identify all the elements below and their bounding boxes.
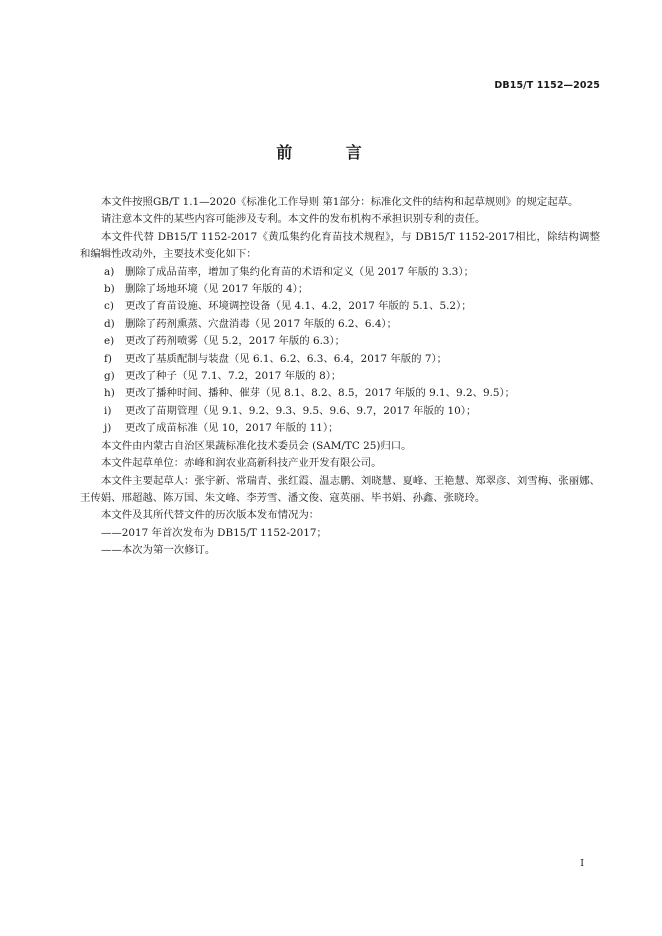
list-item-tag: b) <box>104 283 115 296</box>
list-item-tag: e) <box>104 335 115 348</box>
list-item-tag: f) <box>104 352 112 365</box>
history-item: ——本次为第一次修订。 <box>101 544 216 557</box>
list-item <box>104 316 600 333</box>
page-number: I <box>580 858 584 869</box>
list-item-tag: i) <box>104 404 112 417</box>
document-code: DB15/T 1152—2025 <box>494 80 600 91</box>
list-item-tag: d) <box>104 317 115 330</box>
document-body <box>80 194 600 560</box>
paragraph-replacement: 本文件代替 DB15/T 1152-2017《黄瓜集约化育苗技术规程》，与 DB15/T 1152-2017相比，除结构调整和编辑性改动外，主要技术变化如下： <box>80 230 600 261</box>
paragraph-drafters: 本文件主要起草人：张宇新、常瑞青、张红霞、温志鹏、刘晓慧、夏峰、王艳慧、郑翠彦、刘雪梅、张丽娜、王传娟、邢超越、陈万国、朱文峰、李芳雪、潘文俊、寇英丽、毕书娟、孙鑫、张晓玲。 <box>80 474 600 504</box>
paragraph-patent-notice: 请注意本文件的某些内容可能涉及专利。本文件的发布机构不承担识别专利的责任。 <box>101 213 486 226</box>
list-item-text: 更改了播种时间、播种、催芽（见 8.1、8.2、8.5，2017 年版的 9.1、9.2、9.5）； <box>125 387 516 400</box>
list-item-text: 删除了药剂熏蒸、穴盘消毒（见 2017 年版的 6.2、6.4）； <box>125 317 398 330</box>
list-item-text: 更改了苗期管理（见 9.1、9.2、9.3、9.5、9.6、9.7，2017 年版的 10）； <box>125 404 477 417</box>
list-item <box>104 298 600 315</box>
list-item <box>104 420 600 437</box>
list-item <box>104 385 600 402</box>
list-item <box>104 333 600 350</box>
list-item-tag: c) <box>104 300 114 313</box>
list-item-tag: h) <box>104 387 115 400</box>
list-item <box>104 403 600 420</box>
paragraph-technical-committee: 本文件由内蒙古自治区果蔬标准化技术委员会 (SAM/TC 25)归口。 <box>101 439 412 452</box>
list-item-text: 更改了成苗标准（见 10，2017 年版的 11）； <box>125 422 339 435</box>
list-item <box>104 351 600 368</box>
paragraph-drafting-rule: 本文件按照GB/T 1.1—2020《标准化工作导则 第1部分：标准化文件的结构和起草规则》的规定起草。 <box>101 196 579 208</box>
change-list <box>80 264 600 438</box>
list-item-tag: j) <box>104 422 112 435</box>
list-item <box>104 368 600 385</box>
list-item-text: 删除了成品苗率，增加了集约化育苗的术语和定义（见 2017 年版的 3.3）； <box>125 265 475 278</box>
list-item <box>104 264 600 281</box>
paragraph-history-intro: 本文件及其所代替文件的历次版本发布情况为： <box>101 509 320 522</box>
list-item <box>104 281 600 298</box>
page-title: 前 言 <box>276 143 386 162</box>
list-item-text: 更改了育苗设施、环境调控设备（见 4.1、4.2，2017 年版的 5.1、5.2）； <box>125 300 472 313</box>
list-item-text: 更改了种子（见 7.1、7.2，2017 年版的 8）； <box>125 370 342 383</box>
list-item-text: 更改了药剂喷雾（见 5.2，2017 年版的 6.3）； <box>125 335 346 348</box>
history-item: ——2017 年首次发布为 DB15/T 1152-2017； <box>101 526 327 539</box>
list-item-text: 删除了场地环境（见 2017 年版的 4）； <box>125 283 309 296</box>
list-item-tag: a) <box>104 265 115 278</box>
list-item-text: 更改了基质配制与装盘（见 6.1、6.2、6.3、6.4，2017 年版的 7）； <box>125 352 448 365</box>
list-item-tag: g) <box>104 370 115 383</box>
paragraph-drafting-unit: 本文件起草单位：赤峰和润农业高新科技产业开发有限公司。 <box>101 457 382 470</box>
